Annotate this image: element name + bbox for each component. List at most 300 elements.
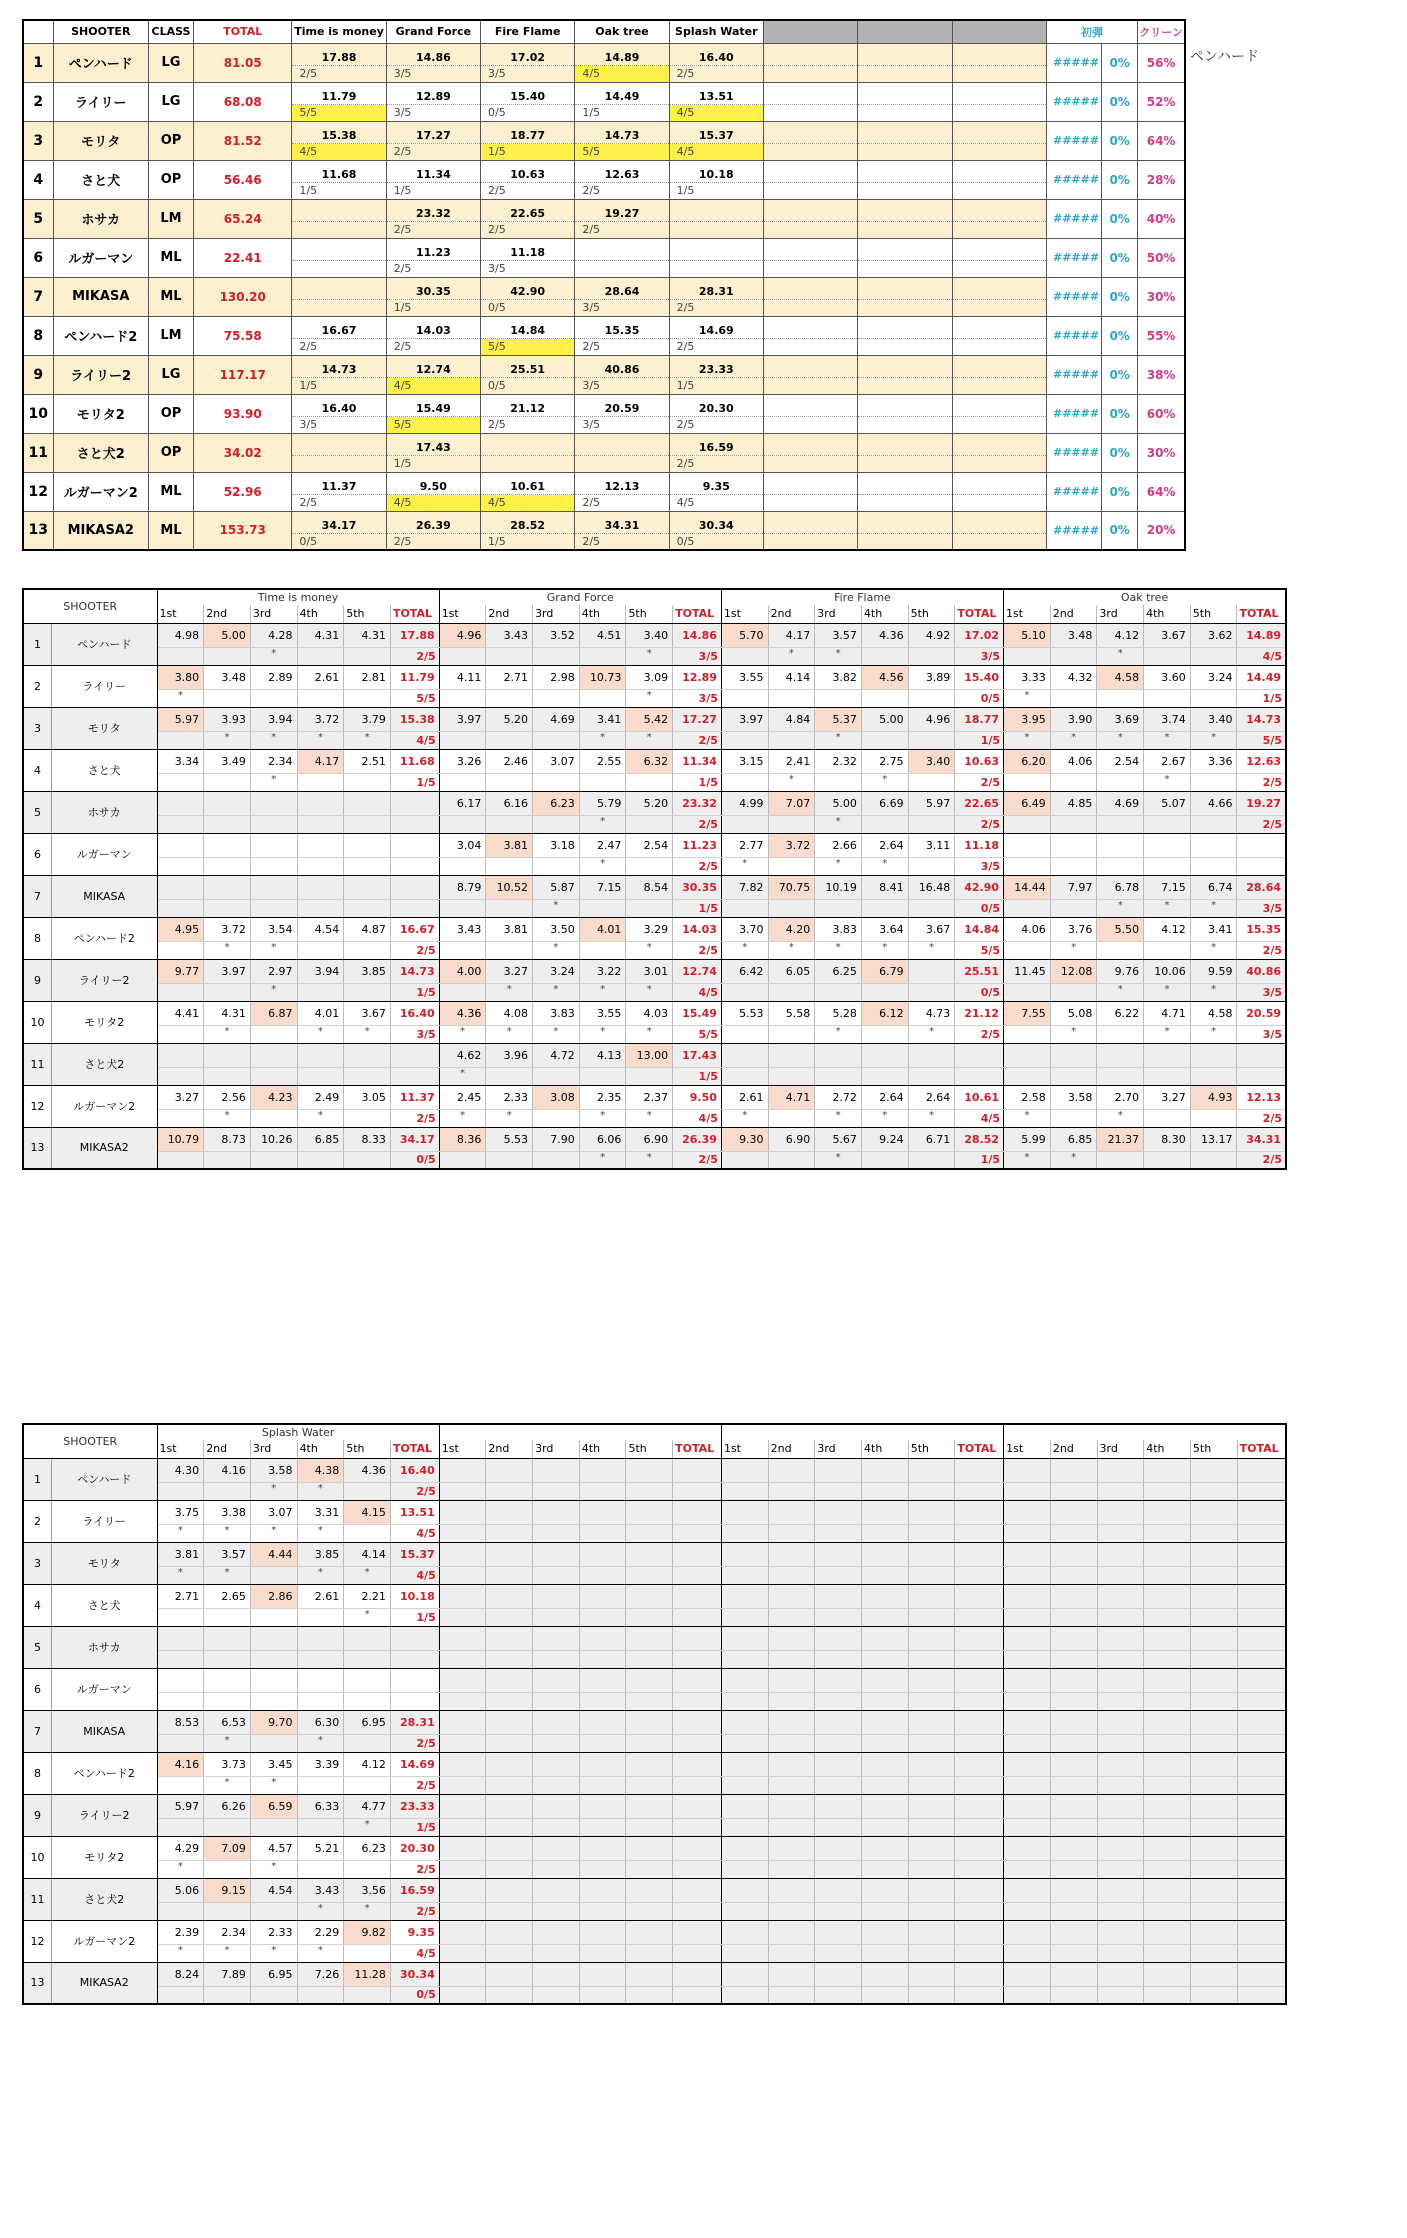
- stage-total-label: TOTAL: [1237, 605, 1286, 623]
- empty-cell: [439, 1566, 486, 1584]
- hit-marker: [250, 1109, 297, 1127]
- hit-marker: *: [1144, 899, 1191, 917]
- empty-cell: [439, 1878, 486, 1902]
- empty-cell: [721, 1962, 768, 1986]
- hit-marker: [1050, 857, 1097, 875]
- hit-marker: [861, 647, 908, 665]
- empty-cell: [955, 1836, 1004, 1860]
- empty-cell: [1237, 1692, 1286, 1710]
- shot-time: [157, 1668, 204, 1692]
- hit-marker: [861, 1067, 908, 1085]
- empty-cell: [533, 1752, 580, 1776]
- shot-time: [297, 1043, 344, 1067]
- summary-row: [23, 199, 1185, 221]
- stage-hits: 1/5: [673, 899, 722, 917]
- empty-cell: [815, 1650, 862, 1668]
- detail-row: [23, 1542, 1286, 1566]
- stage-total: 12.13: [1237, 1085, 1286, 1109]
- shot-time: 3.45: [250, 1752, 297, 1776]
- shot-time: 6.74: [1190, 875, 1237, 899]
- hit-marker: *: [1097, 983, 1144, 1001]
- shooter-total: 75.58: [194, 316, 292, 355]
- stage-hits: 0/5: [481, 104, 575, 121]
- side-note: ペンハード: [1190, 49, 1260, 65]
- shooter-name: ペンハード: [53, 43, 148, 82]
- hit-marker: *: [721, 1109, 768, 1127]
- empty-cell: [768, 1584, 815, 1608]
- shot-time: [297, 791, 344, 815]
- empty-stage-cell: [952, 277, 1046, 299]
- shot-time: 9.77: [157, 959, 204, 983]
- stage-hits: [292, 260, 386, 277]
- shot-label: 2nd: [768, 605, 815, 623]
- hit-marker: *: [250, 941, 297, 959]
- shooter-total: 56.46: [194, 160, 292, 199]
- hit-marker: [344, 899, 391, 917]
- hit-marker: [439, 941, 486, 959]
- stage-hits: 3/5: [673, 647, 722, 665]
- hit-marker: *: [626, 1109, 673, 1127]
- hit-marker: [815, 773, 862, 791]
- empty-cell: [1237, 1584, 1286, 1608]
- detail-name: ライリー: [51, 1500, 157, 1542]
- shot-time: 2.64: [861, 833, 908, 857]
- empty-cell: [533, 1500, 580, 1524]
- stage-hits: 2/5: [575, 494, 669, 511]
- shooter-total: 81.52: [194, 121, 292, 160]
- shooter-class: ML: [148, 238, 193, 277]
- stage-time: 17.27: [386, 121, 480, 143]
- shot-time: 5.87: [533, 875, 580, 899]
- shot-time: 4.17: [297, 749, 344, 773]
- shot-time: 3.08: [533, 1085, 580, 1109]
- shot-label: 2nd: [204, 1440, 251, 1458]
- empty-cell: [1237, 1902, 1286, 1920]
- stage-hits: 4/5: [575, 65, 669, 82]
- detail-name: MIKASA2: [51, 1962, 157, 2004]
- hit-marker: [204, 1608, 251, 1626]
- stage-hits: 2/5: [292, 494, 386, 511]
- summary-header-row: [23, 20, 1185, 43]
- detail-marker-row: [23, 1025, 1286, 1043]
- empty-cell: [486, 1962, 533, 1986]
- shot-time: 6.49: [1004, 791, 1051, 815]
- shot-time: [344, 875, 391, 899]
- empty-stage-cell: [763, 82, 857, 104]
- empty-cell: [579, 1482, 626, 1500]
- empty-cell: [1237, 1458, 1286, 1482]
- empty-cell: [1004, 1962, 1051, 1986]
- stage-time: [481, 433, 575, 455]
- hit-marker: [1097, 857, 1144, 875]
- hit-marker: *: [250, 1776, 297, 1794]
- shooter-class: LG: [148, 355, 193, 394]
- empty-cell: [1190, 1836, 1237, 1860]
- empty-cell: [579, 1920, 626, 1944]
- empty-stage-cell: [763, 433, 857, 455]
- shot-time: 4.69: [1097, 791, 1144, 815]
- detail-table-1: [22, 588, 1287, 1170]
- empty-cell: [1097, 1608, 1144, 1626]
- hit-marker: [1004, 773, 1051, 791]
- hit-marker: [815, 983, 862, 1001]
- empty-cell: [439, 1608, 486, 1626]
- hit-marker: *: [1004, 689, 1051, 707]
- empty-cell: [1097, 1818, 1144, 1836]
- stage-total-label: TOTAL: [955, 605, 1004, 623]
- shooter-number: 11: [23, 433, 53, 472]
- stage-hits: 1/5: [386, 299, 480, 316]
- empty-cell: [1144, 1482, 1191, 1500]
- empty-cell: [439, 1986, 486, 2004]
- hit-marker: [908, 815, 955, 833]
- shot-time: 6.26: [204, 1794, 251, 1818]
- detail-marker-row: [23, 1818, 1286, 1836]
- stage-time: 12.13: [575, 472, 669, 494]
- empty-cell: [721, 1668, 768, 1692]
- empty-cell: [1050, 1608, 1097, 1626]
- stage-total: 9.50: [673, 1085, 722, 1109]
- shot-time: 4.31: [344, 623, 391, 647]
- shot-time: 2.71: [486, 665, 533, 689]
- empty-cell: [768, 1482, 815, 1500]
- hit-marker: [908, 647, 955, 665]
- empty-cell: [626, 1860, 673, 1878]
- empty-stage-cell: [952, 511, 1046, 533]
- shot-time: 2.71: [157, 1584, 204, 1608]
- shot-time: 14.44: [1004, 875, 1051, 899]
- shot-time: 4.56: [861, 665, 908, 689]
- stage-total: 15.49: [673, 1001, 722, 1025]
- empty-cell: [1144, 1860, 1191, 1878]
- empty-cell: [673, 1920, 722, 1944]
- shot-label: 1st: [157, 605, 204, 623]
- summary-row: [23, 472, 1185, 494]
- hit-marker: [250, 1986, 297, 2004]
- shot-time: 3.57: [204, 1542, 251, 1566]
- stage-hits: 3/5: [673, 689, 722, 707]
- empty-stage-cell: [763, 238, 857, 260]
- shot-time: 8.53: [157, 1710, 204, 1734]
- empty-cell: [1190, 1692, 1237, 1710]
- empty-cell: [768, 1458, 815, 1482]
- stage-time: 19.27: [575, 199, 669, 221]
- stage-hits: 4/5: [673, 983, 722, 1001]
- empty-cell: [1097, 1500, 1144, 1524]
- empty-cell: [673, 1692, 722, 1710]
- shooter-name: ルガーマン: [53, 238, 148, 277]
- first-shot-percent: 0%: [1102, 355, 1138, 394]
- stage-total-label: TOTAL: [390, 1440, 439, 1458]
- hit-marker: [533, 815, 580, 833]
- summary-row: [23, 355, 1185, 377]
- shot-time: 3.95: [1004, 707, 1051, 731]
- hit-marker: [297, 815, 344, 833]
- shot-time: 4.32: [1050, 665, 1097, 689]
- detail-name: ルガーマン2: [51, 1085, 157, 1127]
- hit-marker: *: [815, 1109, 862, 1127]
- hit-marker: *: [861, 857, 908, 875]
- stage-time: 11.68: [292, 160, 386, 182]
- empty-cell: [486, 1794, 533, 1818]
- stage-total: 22.65: [955, 791, 1004, 815]
- shot-time: [157, 875, 204, 899]
- hit-marker: *: [204, 1734, 251, 1752]
- empty-cell: [486, 1458, 533, 1482]
- empty-cell: [1097, 1692, 1144, 1710]
- shot-time: 2.61: [297, 1584, 344, 1608]
- shot-time: 3.41: [579, 707, 626, 731]
- empty-cell: [533, 1710, 580, 1734]
- empty-cell: [579, 1818, 626, 1836]
- stage-hits: 2/5: [955, 815, 1004, 833]
- hit-marker: *: [297, 1902, 344, 1920]
- shot-time: 3.58: [250, 1458, 297, 1482]
- stage-time: [292, 199, 386, 221]
- shot-time: 3.34: [157, 749, 204, 773]
- stage-hits: [1237, 857, 1286, 875]
- stage-hits: 2/5: [673, 1151, 722, 1169]
- stage-total: 28.64: [1237, 875, 1286, 899]
- first-shot-value: #####: [1046, 160, 1101, 199]
- empty-cell: [862, 1668, 909, 1692]
- stage-time: 14.86: [386, 43, 480, 65]
- hit-marker: *: [579, 1025, 626, 1043]
- hit-marker: *: [1190, 941, 1237, 959]
- stage-group-title: Oak tree: [1004, 589, 1286, 605]
- stage-hits: 3/5: [1237, 983, 1286, 1001]
- empty-cell: [1190, 1668, 1237, 1692]
- hit-marker: *: [204, 1566, 251, 1584]
- empty-stage-cell: [763, 355, 857, 377]
- shooter-class: OP: [148, 160, 193, 199]
- shot-time: 3.67: [908, 917, 955, 941]
- hit-marker: [439, 815, 486, 833]
- detail-marker-row: [23, 1650, 1286, 1668]
- shot-time: 4.12: [1144, 917, 1191, 941]
- empty-cell: [955, 1608, 1004, 1626]
- stage-total: 19.27: [1237, 791, 1286, 815]
- shot-time: 4.84: [768, 707, 815, 731]
- hit-marker: *: [579, 1109, 626, 1127]
- stage-time: 11.79: [292, 82, 386, 104]
- detail-row: [23, 1500, 1286, 1524]
- hit-marker: *: [1097, 731, 1144, 749]
- shot-label: 4th: [1144, 1440, 1191, 1458]
- hit-marker: *: [250, 1860, 297, 1878]
- shooter-total: 52.96: [194, 472, 292, 511]
- stage-hits: 2/5: [386, 143, 480, 160]
- shot-time: 6.71: [908, 1127, 955, 1151]
- shot-label-header: [23, 605, 1286, 623]
- shot-time: [1144, 833, 1191, 857]
- stage-hits: 2/5: [292, 65, 386, 82]
- stage-time: 30.35: [386, 277, 480, 299]
- hit-marker: [626, 899, 673, 917]
- hit-marker: *: [297, 1482, 344, 1500]
- stage-total: 11.23: [673, 833, 722, 857]
- hit-marker: [439, 773, 486, 791]
- empty-cell: [626, 1836, 673, 1860]
- empty-cell: [579, 1584, 626, 1608]
- hit-marker: [157, 983, 204, 1001]
- hit-marker: *: [626, 1151, 673, 1169]
- stage-time: 28.52: [481, 511, 575, 533]
- hit-marker: *: [533, 1025, 580, 1043]
- empty-cell: [533, 1458, 580, 1482]
- empty-cell: [1190, 1962, 1237, 1986]
- empty-cell: [1237, 1500, 1286, 1524]
- stage-time: 26.39: [386, 511, 480, 533]
- empty-cell: [908, 1710, 955, 1734]
- hit-marker: [297, 983, 344, 1001]
- hit-marker: [204, 689, 251, 707]
- empty-stage-cell: [858, 238, 952, 260]
- shot-time: 2.89: [250, 665, 297, 689]
- hit-marker: [1050, 689, 1097, 707]
- empty-cell: [579, 1668, 626, 1692]
- stage-hits: [390, 1692, 439, 1710]
- shot-time: 2.64: [908, 1085, 955, 1109]
- empty-cell: [1050, 1524, 1097, 1542]
- empty-cell: [908, 1962, 955, 1986]
- shot-time: 9.76: [1097, 959, 1144, 983]
- hit-marker: *: [250, 647, 297, 665]
- hit-marker: [297, 689, 344, 707]
- shot-time: 7.26: [297, 1962, 344, 1986]
- stage-hits: 4/5: [955, 1109, 1004, 1127]
- empty-cell: [1050, 1920, 1097, 1944]
- shot-label: 3rd: [250, 1440, 297, 1458]
- hit-marker: [486, 773, 533, 791]
- empty-cell: [768, 1710, 815, 1734]
- summary-row: [23, 82, 1185, 104]
- empty-cell: [862, 1542, 909, 1566]
- empty-cell: [579, 1734, 626, 1752]
- empty-cell: [1050, 1566, 1097, 1584]
- shot-time: 3.29: [626, 917, 673, 941]
- hit-marker: [861, 1151, 908, 1169]
- empty-cell: [626, 1566, 673, 1584]
- empty-cell: [862, 1734, 909, 1752]
- empty-cell: [579, 1542, 626, 1566]
- stage-time: 15.35: [575, 316, 669, 338]
- hit-marker: [1144, 689, 1191, 707]
- empty-cell: [768, 1692, 815, 1710]
- empty-cell: [626, 1482, 673, 1500]
- shot-time: 2.32: [815, 749, 862, 773]
- empty-cell: [768, 1944, 815, 1962]
- empty-cell: [1050, 1650, 1097, 1668]
- hit-marker: [344, 1151, 391, 1169]
- shot-time: 3.74: [1144, 707, 1191, 731]
- detail-row: [23, 1584, 1286, 1608]
- empty-cell: [1097, 1542, 1144, 1566]
- empty-cell: [1190, 1458, 1237, 1482]
- shot-time: 3.83: [815, 917, 862, 941]
- shot-label: 2nd: [768, 1440, 815, 1458]
- empty-cell: [533, 1818, 580, 1836]
- empty-cell: [579, 1710, 626, 1734]
- stage-hits: 4/5: [669, 104, 763, 121]
- shooter-name: さと犬: [53, 160, 148, 199]
- detail-name: ペンハード: [51, 623, 157, 665]
- empty-cell: [1004, 1608, 1051, 1626]
- empty-cell: [626, 1650, 673, 1668]
- empty-cell: [486, 1986, 533, 2004]
- empty-cell: [486, 1524, 533, 1542]
- stage-hits: 2/5: [390, 647, 439, 665]
- empty-cell: [908, 1818, 955, 1836]
- first-shot-value: #####: [1046, 316, 1101, 355]
- hit-marker: [533, 731, 580, 749]
- shot-time: 4.03: [626, 1001, 673, 1025]
- empty-cell: [1237, 1962, 1286, 1986]
- shot-time: 6.42: [721, 959, 768, 983]
- hit-marker: [486, 689, 533, 707]
- empty-cell: [579, 1608, 626, 1626]
- shot-label: 5th: [344, 605, 391, 623]
- shot-time: [297, 875, 344, 899]
- empty-cell: [1050, 1878, 1097, 1902]
- empty-cell: [673, 1962, 722, 1986]
- stage-hits: 2/5: [669, 455, 763, 472]
- empty-cell: [721, 1626, 768, 1650]
- header-stage: Splash Water: [669, 20, 763, 43]
- empty-cell: [1237, 1626, 1286, 1650]
- empty-cell: [1237, 1818, 1286, 1836]
- shot-time: 3.01: [626, 959, 673, 983]
- hit-marker: [157, 941, 204, 959]
- hit-marker: *: [157, 689, 204, 707]
- hit-marker: [908, 857, 955, 875]
- hit-marker: *: [768, 941, 815, 959]
- shot-time: 4.31: [204, 1001, 251, 1025]
- empty-cell: [862, 1962, 909, 1986]
- empty-cell: [626, 1500, 673, 1524]
- hit-marker: *: [815, 857, 862, 875]
- stage-total: 17.27: [673, 707, 722, 731]
- empty-cell: [862, 1986, 909, 2004]
- shooter-total: 153.73: [194, 511, 292, 550]
- hit-marker: [579, 1067, 626, 1085]
- shot-label: 4th: [579, 1440, 626, 1458]
- empty-stage-cell: [952, 338, 1046, 355]
- shot-time: 10.26: [250, 1127, 297, 1151]
- empty-cell: [908, 1986, 955, 2004]
- empty-cell: [486, 1542, 533, 1566]
- stage-hits: 1/5: [955, 731, 1004, 749]
- empty-cell: [1237, 1860, 1286, 1878]
- stage-time: 12.63: [575, 160, 669, 182]
- shot-time: 6.12: [861, 1001, 908, 1025]
- empty-cell: [533, 1734, 580, 1752]
- stage-total: 14.73: [390, 959, 439, 983]
- shot-time: 4.30: [157, 1458, 204, 1482]
- hit-marker: *: [297, 1566, 344, 1584]
- empty-cell: [486, 1818, 533, 1836]
- stage-group-title: [439, 1424, 721, 1440]
- empty-cell: [721, 1482, 768, 1500]
- detail-name: ライリー2: [51, 1794, 157, 1836]
- shot-time: 5.28: [815, 1001, 862, 1025]
- empty-cell: [1050, 1794, 1097, 1818]
- empty-cell: [1190, 1650, 1237, 1668]
- hit-marker: *: [204, 941, 251, 959]
- empty-stage-cell: [858, 199, 952, 221]
- stage-hits: 4/5: [1237, 647, 1286, 665]
- empty-cell: [1097, 1962, 1144, 1986]
